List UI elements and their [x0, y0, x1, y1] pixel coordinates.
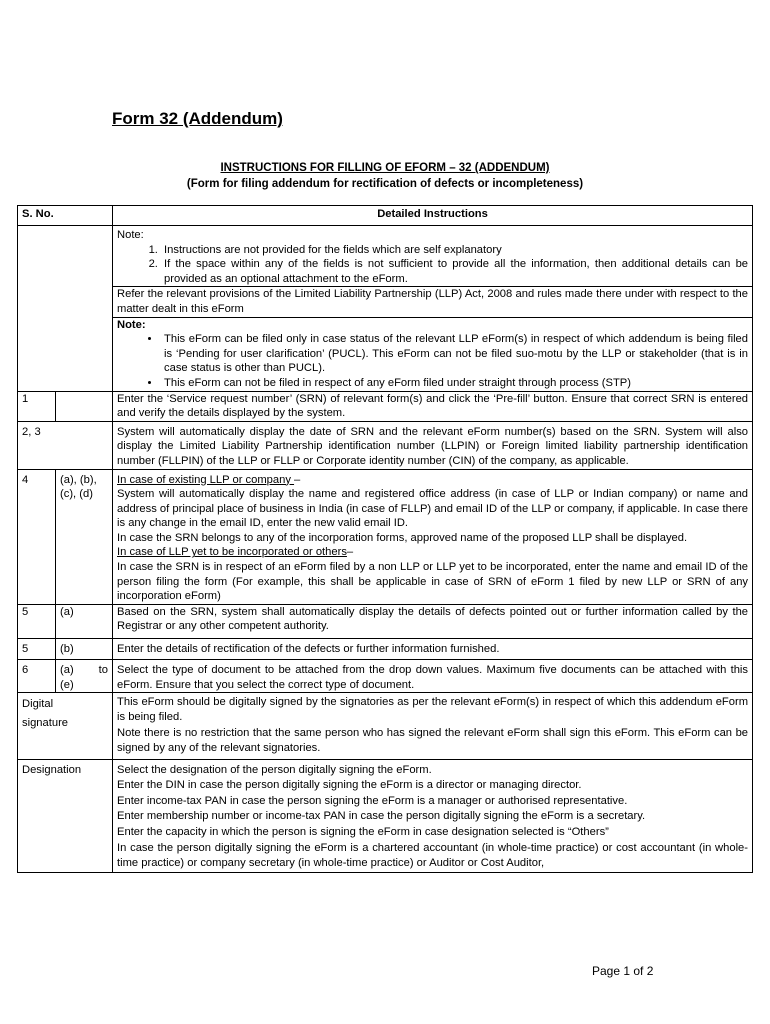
- paragraph: In case the person digitally signing the eForm is a chartered accountant (in whole-time practice) or cost accountant (in whole-time practice) or company secretary (in whole-time practice) or Auditor or Cost Auditor,: [117, 841, 749, 870]
- paragraph: Enter the capacity in which the person is signing the eForm in case designation selected is “Others”: [117, 825, 609, 838]
- digital-signature-label: Digital signature: [18, 693, 113, 759]
- list-item: 2. If the space within any of the fields is not sufficient to provide all the information, then additional details can be provided as an optional attachment to the eForm.: [161, 257, 748, 286]
- table-row: [18, 469, 753, 604]
- existing-llp-heading: In case of existing LLP or company: [117, 473, 295, 486]
- table-row: [18, 759, 753, 872]
- paragraph: Enter membership number or income-tax PAN in case the person digitally signing the eForm is a secretary.: [117, 810, 646, 823]
- row-sub-number: (a), (b), (c), (d): [56, 469, 113, 604]
- table-header-row: [18, 206, 753, 226]
- paragraph: Enter the DIN in case the person digitally signing the eForm is a director or managing director.: [117, 779, 582, 792]
- row-instruction: Based on the SRN, system shall automatically display the details of defects pointed out or further information called by the Registrar or any other competent authority.: [113, 604, 753, 638]
- paragraph: In case the SRN is in respect of an eForm filed by a non LLP or LLP yet to be incorporated, enter the name and email ID of the person filing the form (For example, this shall be applicable in case of SRN of eForm 1 filed by new LLP or SRN of any incorporation eForm): [117, 561, 749, 603]
- page-number: Page 1 of 2: [592, 964, 654, 978]
- list-item: • This eForm can not be filed in respect of any eForm filed under straight through process (STP): [161, 376, 748, 391]
- general-note: [113, 226, 753, 287]
- paragraph: Enter income-tax PAN in case the person signing the eForm is a manager or authorised representative.: [117, 794, 628, 807]
- table-row: [18, 317, 753, 391]
- list-item: 1. Instructions are not provided for the fields which are self explanatory: [161, 243, 748, 258]
- table-row: [18, 660, 753, 693]
- paragraph: This eForm should be digitally signed by the signatories as per the relevant eForm(s) in respect of which this addendum eForm is being filed.: [117, 696, 749, 723]
- table-row: [18, 639, 753, 660]
- instructions-subheading: (Form for filing addendum for rectification of defects or incompleteness): [186, 178, 584, 190]
- paragraph: In case the SRN belongs to any of the incorporation forms, approved name of the proposed LLP shall be displayed.: [117, 531, 688, 544]
- row-sub-number: (a): [56, 604, 113, 638]
- llp-to-be-incorporated-heading: In case of LLP yet to be incorporated or others: [117, 546, 347, 559]
- paragraph: System will automatically display the name and registered office address (in case of LLP or Indian company) or name and address of principal place of business in India (in case of FLLP) and email ID of the LLP or company, if applicable. In case there is any change in the email ID, enter the new valid email ID.: [117, 488, 749, 530]
- table-row: [18, 287, 753, 317]
- row-instruction: [113, 693, 753, 759]
- table-row: [18, 226, 753, 287]
- note-label: Note:: [117, 318, 146, 331]
- col-sno-header: S. No.: [18, 206, 113, 226]
- refer-provisions: Refer the relevant provisions of the Limited Liability Partnership (LLP) Act, 2008 and rules made there under with respect to the matter dealt in this eForm: [113, 287, 753, 317]
- row-instruction: Enter the ‘Service request number’ (SRN) of relevant form(s) and click the ‘Pre-fill’ button. Ensure that correct SRN is entered and verify the details displayed by the system.: [113, 391, 753, 421]
- row-instruction: System will automatically display the date of SRN and the relevant eForm number(s) based on the SRN. System will also display the Limited Liability Partnership identification number (LLPIN) or Foreign limited liability partnership identification number (FLLPIN) of the LLP or FLLP or Corporate identity number (CIN) of the company, as applicable.: [113, 421, 753, 469]
- list-item: • This eForm can be filed only in case status of the relevant LLP eForm(s) in respect of which addendum is being filed is ‘Pending for user clarification’ (PUCL). This eForm can not be filed suo-motu by the LLP or stakeholder (that is in case status is other than PUCL).: [161, 332, 748, 376]
- form-title: Form 32 (Addendum): [112, 109, 283, 128]
- instructions-table: [17, 205, 753, 873]
- row-instruction: Enter the details of rectification of the defects or further information furnished.: [113, 639, 753, 660]
- col-instructions-header: Detailed Instructions: [113, 206, 753, 226]
- row-number: 6: [18, 660, 56, 693]
- row-number: 1: [18, 391, 56, 421]
- table-row: [18, 391, 753, 421]
- row-number: Designation: [18, 759, 113, 872]
- table-row: [18, 421, 753, 469]
- row-number: 5: [18, 604, 56, 638]
- row-number: 2, 3: [18, 421, 113, 469]
- row-number: 5: [18, 639, 56, 660]
- instructions-heading: INSTRUCTIONS FOR FILLING OF EFORM – 32 (ADDENDUM): [220, 162, 550, 174]
- filing-note: [113, 317, 753, 391]
- row-instruction: In case of existing LLP or company – System will automatically display the name and registered office address (in case of LLP or Indian company) or name and address of principal place of business in India (in case of FLLP) and email ID of the LLP or company, if applicable. In case there is any change in the email ID, enter the new valid email ID. In case the SRN belongs to any of the incorporation forms, approved name of the proposed LLP shall be displayed. In case of LLP yet to be incorporated or others– In case the SRN is in respect of an eForm filed by a non LLP or LLP yet to be incorporated, enter the name and email ID of the person filing the form (For example, this shall be applicable in case of SRN of eForm 1 filed by new LLP or SRN of any incorporation eForm): [113, 469, 753, 604]
- paragraph: Select the designation of the person digitally signing the eForm.: [117, 763, 432, 776]
- row-instruction: [113, 759, 753, 872]
- row-sub-number: (b): [56, 639, 113, 660]
- table-row: [18, 693, 753, 759]
- row-sub-number: (a) to (e): [56, 660, 113, 693]
- row-instruction: Select the type of document to be attached from the drop down values. Maximum five documents can be attached with this eForm. Ensure that you select the correct type of document.: [113, 660, 753, 693]
- row-number: 4: [18, 469, 56, 604]
- note-label: Note:: [117, 229, 144, 241]
- paragraph: Note there is no restriction that the same person who has signed the relevant eForm shall sign this eForm. This eForm can be signed by any of the relevant signatories.: [117, 727, 749, 754]
- table-row: [18, 604, 753, 638]
